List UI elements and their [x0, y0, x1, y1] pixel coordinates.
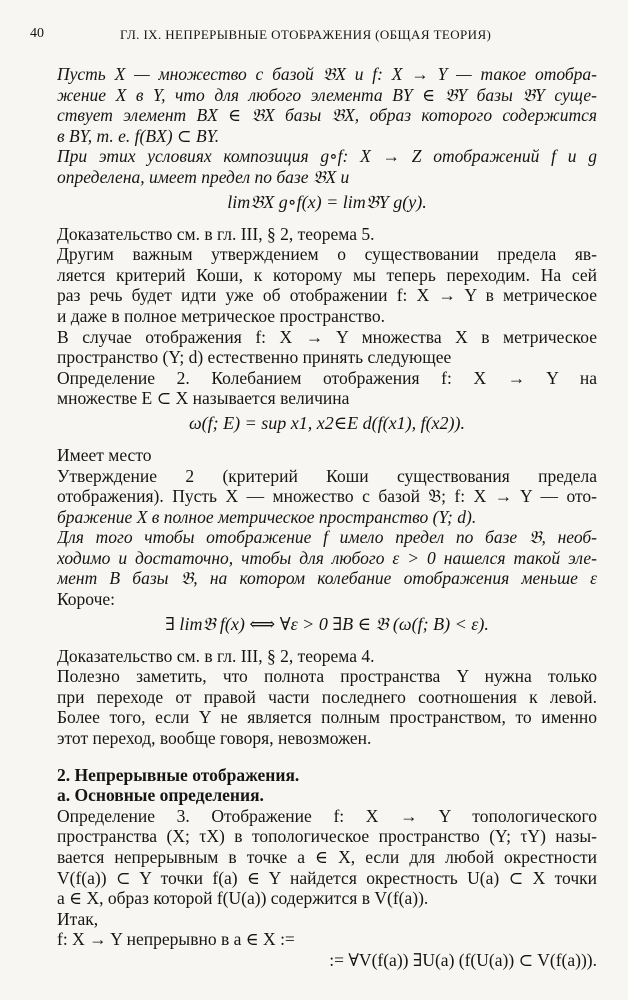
text-line: Доказательство см. в гл. III, § 2, теорема 4. — [57, 645, 375, 666]
page-body — [57, 64, 597, 971]
text-line: вается непрерывным в точке a ∈ X, если для любой окрестности — [57, 847, 597, 867]
text-line: бражение X в полное метрическое пространство (Y; d). — [57, 506, 477, 527]
formula-continuity-def: f: X → Y непрерывно в a ∈ X := — [57, 929, 295, 950]
text-line: Для того чтобы отображение f имело предел по базе 𝔅, необ- — [57, 527, 597, 548]
text-line: пространства (X; τX) в топологическое пространство (Y; τY) назы- — [57, 826, 597, 847]
formula-oscillation: ω(f; E) = sup x1, x2∈E d(f(x1), f(x2)). — [188, 412, 466, 433]
text-line: отображения). Пусть X — множество с базой 𝔅; f: X → Y — ото- — [57, 486, 597, 507]
text-line: ствует элемент BX ∈ 𝔅X базы 𝔅X, образ которого содержится — [57, 105, 597, 126]
text-line: Более того, если Y не является полным пространством, то именно — [57, 707, 597, 728]
page-number: 40 — [30, 26, 44, 41]
text-line: ходимо и достаточно, чтобы для любого ε > 0 нашелся такой эле- — [57, 547, 597, 568]
text-line: В случае отображения f: X → Y множества X в метрическое — [57, 326, 597, 347]
formula-composition-limit: lim𝔅X g∘f(x) = lim𝔅Y g(y). — [227, 191, 427, 212]
formula-cauchy: ∃ lim𝔅 f(x) ⟺ ∀ε > 0 ∃B ∈ 𝔅 (ω(f; B) < ε). — [165, 613, 489, 634]
text-line: Имеет место — [57, 444, 152, 465]
text-line: ляется критерий Коши, к которому мы теперь переходим. На сей — [57, 264, 597, 285]
text-line: при переходе от правой части последнего соотношения к левой. — [57, 686, 597, 707]
text-line: a ∈ X, образ которой f(U(a)) содержится в V(f(a)). — [57, 888, 429, 909]
running-head: ГЛ. IX. НЕПРЕРЫВНЫЕ ОТОБРАЖЕНИЯ (ОБЩАЯ ТЕОРИЯ) — [120, 27, 492, 42]
text-line: мент B базы 𝔅, на котором колебание отображения меньше ε — [57, 568, 597, 589]
text-line: в BY, т. е. f(BX) ⊂ BY. — [57, 125, 220, 146]
text-line: раз речь будет идти уже об отображении f: X → Y в метрическое — [57, 285, 597, 306]
definition-line: Определение 3. Отображение f: X → Y топологического — [57, 805, 597, 826]
text-line: При этих условиях композиция g∘f: X → Z отображений f и g — [57, 146, 597, 167]
text-line: множестве E ⊂ X называется величина — [57, 388, 350, 409]
text-line: V(f(a)) ⊂ Y точки f(a) ∈ Y найдется окрестность U(a) ⊂ X точки — [57, 867, 597, 888]
text-line: этот переход, вообще говоря, невозможен. — [57, 728, 372, 749]
text-line: Пусть X — множество с базой 𝔅X и f: X → Y — такое отобра- — [57, 64, 597, 84]
text-line: Итак, — [57, 908, 99, 929]
text-line: Доказательство см. в гл. III, § 2, теорема 5. — [57, 223, 375, 244]
page-header — [30, 26, 598, 46]
text-line: пространство (Y; d) естественно принять следующее — [57, 347, 452, 368]
text-line: определена, имеет предел по базе 𝔅X и — [57, 166, 350, 187]
text-line: жение X в Y, что для любого элемента BY ∈ 𝔅Y базы 𝔅Y суще- — [57, 84, 597, 105]
definition-line: Определение 2. Колебанием отображения f: X → Y на — [57, 367, 597, 388]
text-line: Полезно заметить, что полнота пространства Y нужна только — [57, 666, 597, 687]
text-line: Короче: — [57, 589, 116, 610]
formula-continuity-def-cont: := ∀V(f(a)) ∃U(a) (f(U(a)) ⊂ V(f(a))). — [329, 949, 597, 970]
statement-line: Утверждение 2 (критерий Коши существования предела — [57, 465, 597, 486]
text-line: и даже в полное метрическое пространство. — [57, 305, 385, 326]
text-line: Другим важным утверждением о существовании предела яв- — [57, 244, 597, 265]
subsection-heading: а. Основные определения. — [57, 785, 264, 806]
section-heading: 2. Непрерывные отображения. — [57, 764, 300, 785]
